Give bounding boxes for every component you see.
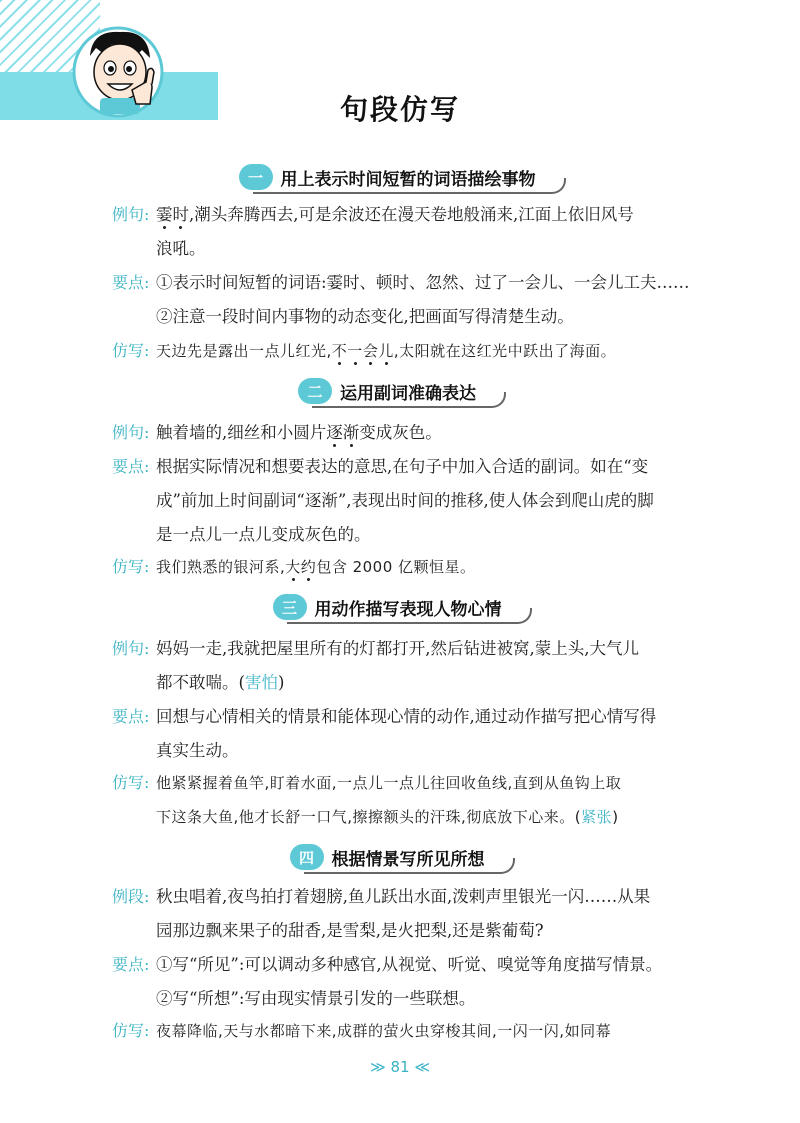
imitation-label: 仿写: — [112, 773, 150, 792]
key-point-text: ①写“所见”:可以调动多种感官,从视觉、听觉、嗅觉等角度描写情景。 — [156, 955, 663, 974]
section-number-badge: 四 — [290, 844, 324, 870]
key-points-block-4 — [112, 948, 720, 1016]
imitation-block-3 — [112, 766, 720, 834]
imitation-text: 他紧紧握着鱼竿,盯着水面,一点儿一点儿往回收鱼线,直到从鱼钩上取 — [156, 774, 622, 792]
imitation-block-1 — [112, 334, 720, 368]
imitation-text: 包含 2000 亿颗恒星。 — [316, 558, 476, 576]
example-text: ) — [277, 673, 285, 692]
example-block-3 — [112, 632, 720, 700]
section-heading-3 — [0, 592, 800, 622]
imitation-text: 我们熟悉的银河系, — [156, 558, 286, 576]
imitation-label: 仿写: — [112, 557, 150, 576]
imitation-text: 夜幕降临,天与水都暗下来,成群的萤火虫穿梭其间,一闪一闪,如同幕 — [156, 1022, 612, 1040]
example-block-4 — [112, 880, 720, 948]
answer-text: 紧张 — [581, 808, 613, 826]
key-point-text: ①表示时间短暂的词语:霎时、顿时、忽然、过了一会儿、一会儿工夫…… — [156, 273, 690, 292]
example-text: 浪吼。 — [156, 239, 206, 258]
example-text: 变成灰色。 — [359, 423, 442, 442]
page-title: 句段仿写 — [339, 93, 460, 126]
section-number-badge: 二 — [298, 378, 332, 404]
key-points-block-3 — [112, 700, 720, 768]
key-point-text: 成”前加上时间副词“逐渐”,表现出时间的推移,使人体会到爬山虎的脚 — [156, 491, 654, 510]
section-heading-text: 用上表示时间短暂的词语描绘事物 — [280, 169, 536, 190]
section-heading-text: 用动作描写表现人物心情 — [314, 599, 502, 620]
imitation-text: ) — [612, 808, 619, 826]
imitation-label: 仿写: — [112, 341, 150, 360]
key-points-label: 要点: — [112, 273, 150, 292]
section-number-badge: 三 — [273, 594, 307, 620]
example-text: 触着墙的,细丝和小圆片 — [156, 423, 327, 442]
example-block-1 — [112, 198, 720, 266]
key-point-text: 回想与心情相关的情景和能体现心情的动作,通过动作描写把心情写得 — [156, 707, 657, 726]
key-point-text: 根据实际情况和想要表达的意思,在句子中加入合适的副词。如在“变 — [156, 457, 649, 476]
emphasis-word: 不一会儿 — [331, 342, 394, 360]
example-paragraph-label: 例段: — [112, 887, 150, 906]
example-label: 例句: — [112, 205, 150, 224]
key-points-label: 要点: — [112, 457, 150, 476]
imitation-text: 天边先是露出一点儿红光, — [156, 342, 332, 360]
key-point-text: ②注意一段时间内事物的动态变化,把画面写得清楚生动。 — [156, 307, 574, 326]
section-number-badge: 一 — [239, 164, 273, 190]
key-points-block-1 — [112, 266, 720, 334]
page-number-value: 81 — [390, 1058, 410, 1076]
section-heading-text: 运用副词准确表达 — [340, 383, 476, 404]
imitation-text: 下这条大鱼,他才长舒一口气,擦擦额头的汗珠,彻底放下心来。( — [156, 808, 582, 826]
example-block-2 — [112, 416, 720, 450]
emphasis-word: 霎时 — [156, 205, 189, 224]
example-text: ,潮头奔腾西去,可是余波还在漫天卷地般涌来,江面上依旧风号 — [189, 205, 634, 224]
example-text: 园那边飘来果子的甜香,是雪梨,是火把梨,还是紫葡萄? — [156, 921, 544, 940]
key-points-block-2 — [112, 450, 720, 552]
example-label: 例句: — [112, 423, 150, 442]
section-heading-text: 根据情景写所见所想 — [331, 849, 485, 870]
imitation-block-2 — [112, 550, 720, 584]
example-text: 妈妈一走,我就把屋里所有的灯都打开,然后钻进被窝,蒙上头,大气儿 — [156, 639, 639, 658]
page-number — [0, 1058, 800, 1076]
section-heading-4 — [0, 842, 800, 872]
emphasis-word: 逐渐 — [326, 423, 360, 442]
example-label: 例句: — [112, 639, 150, 658]
key-points-label: 要点: — [112, 707, 150, 726]
example-text: 都不敢喘。( — [156, 673, 245, 692]
answer-text: 害怕 — [244, 673, 278, 692]
example-text: 秋虫唱着,夜鸟拍打着翅膀,鱼儿跃出水面,泼剌声里银光一闪……从果 — [156, 887, 651, 906]
key-point-text: 真实生动。 — [156, 741, 239, 760]
emphasis-word: 大约 — [285, 558, 317, 576]
section-heading-2 — [0, 376, 800, 406]
page-number-deco-left: ≫ — [369, 1058, 386, 1076]
imitation-block-4 — [112, 1014, 720, 1048]
section-heading-1 — [0, 162, 800, 192]
key-points-label: 要点: — [112, 955, 150, 974]
imitation-label: 仿写: — [112, 1021, 150, 1040]
imitation-text: ,太阳就在这红光中跃出了海面。 — [393, 342, 617, 360]
key-point-text: 是一点儿一点儿变成灰色的。 — [156, 525, 371, 544]
page-number-deco-right: ≪ — [414, 1058, 431, 1076]
key-point-text: ②写“所想”:写由现实情景引发的一些联想。 — [156, 989, 476, 1008]
